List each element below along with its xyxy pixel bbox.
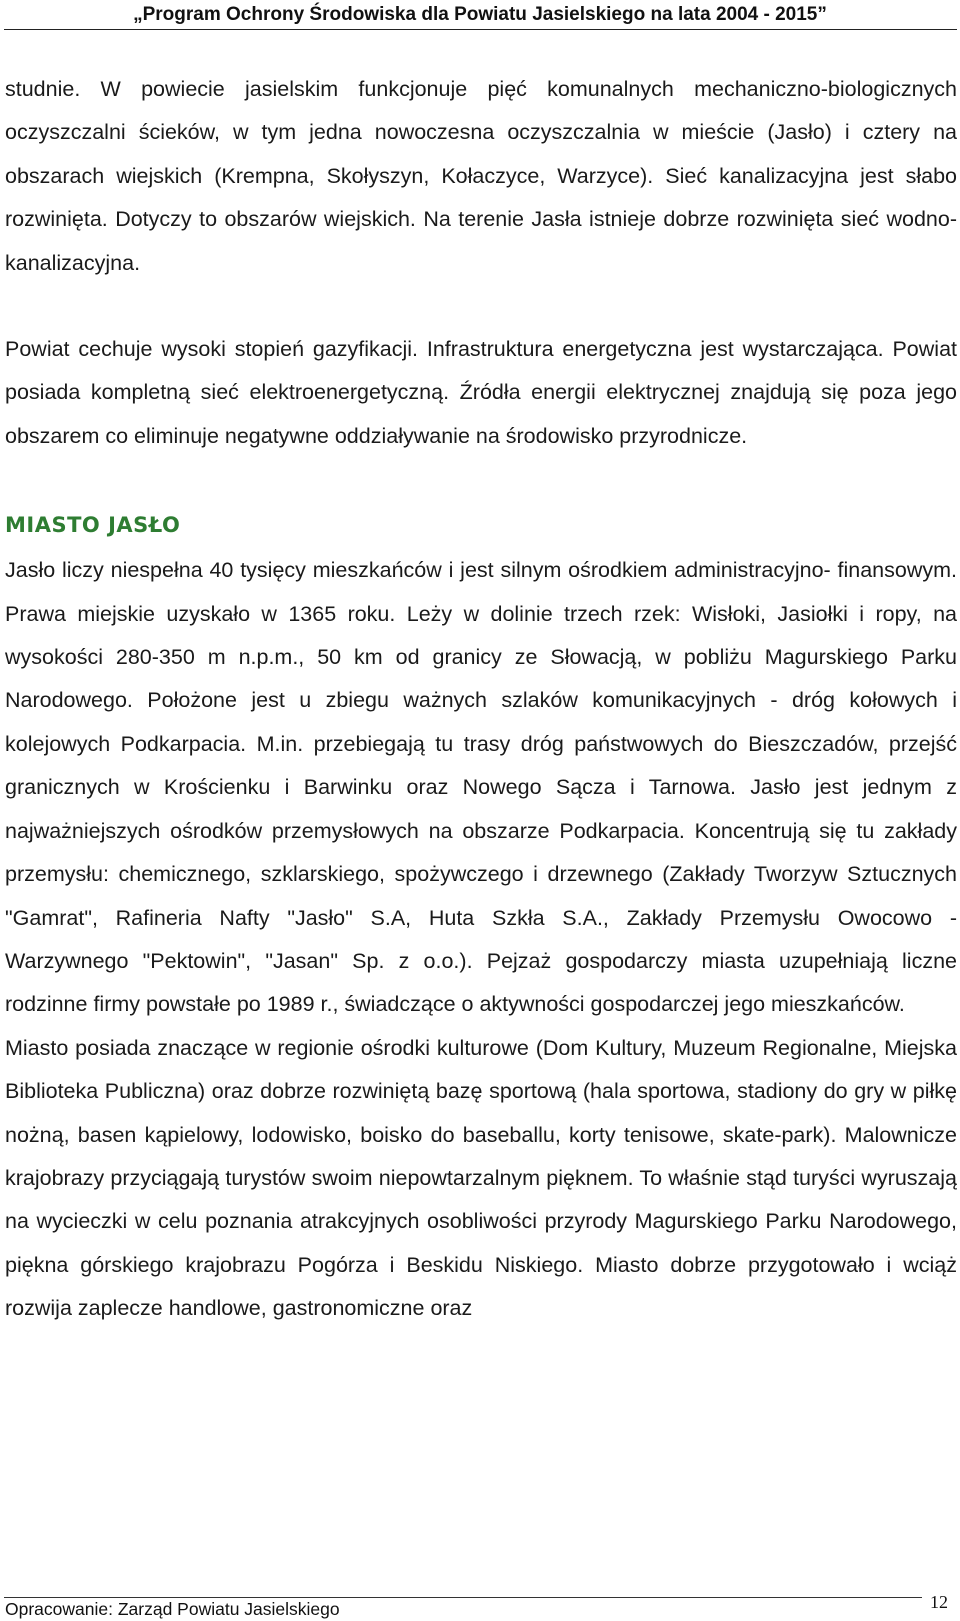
document-header-title: „Program Ochrony Środowiska dla Powiatu Jasielskiego na lata 2004 - 2015” xyxy=(133,4,827,25)
footer-author: Opracowanie: Zarząd Powiatu Jasielskiego xyxy=(5,1599,340,1619)
document-body xyxy=(5,68,957,1331)
paragraph-jaslo-overview: Jasło liczy niespełna 40 tysięcy mieszkańców i jest silnym ośrodkiem administracyjno- finansowym. Prawa miejskie uzyskało w 1365 roku. Leży w dolinie trzech rzek: Wisłoki, Jasiołki i ropy, na wysokości 280-350 m n.p.m., 50 km od granicy ze Słowacją, w pobliżu Magurskiego Parku Narodowego. Położone jest u zbiegu ważnych szlaków komunikacyjnych - dróg kołowych i kolejowych Podkarpacia. M.in. przebiegają tu trasy dróg państwowych do Bieszczadów, przejść granicznych w Krościenku i Barwinku oraz Nowego Sącza i Tarnowa. Jasło jest jednym z najważniejszych ośrodków przemysłowych na obszarze Podkarpacia. Koncentrują się tu zakłady przemysłu: chemicznego, szklarskiego, spożywczego i drzewnego (Zakłady Tworzyw Sztucznych "Gamrat", Rafineria Nafty "Jasło" S.A, Huta Szkła S.A., Zakłady Przemysłu Owocowo - Warzywnego "Pektowin", "Jasan" Sp. z o.o.). Pejzaż gospodarczy miasta uzupełniają liczne rodzinne firmy powstałe po 1989 r., świadczące o aktywności gospodarczej jego mieszkańców. xyxy=(5,558,957,1017)
paragraph-spacer xyxy=(5,285,957,328)
paragraph-sewage-infrastructure: studnie. W powiecie jasielskim funkcjonuje pięć komunalnych mechaniczno-biologicznych oczyszczalni ścieków, w tym jedna nowoczesna oczyszczalnia w mieście (Jasło) i cztery na obszarach wiejskich (Krempna, Skołyszyn, Kołaczyce, Warzyce). Sieć kanalizacyjna jest słabo rozwinięta. Dotyczy to obszarów wiejskich. Na terenie Jasła istnieje dobrze rozwinięta sieć wodno-kanalizacyjna. xyxy=(5,77,957,275)
paragraph-energy-infrastructure: Powiat cechuje wysoki stopień gazyfikacji. Infrastruktura energetyczna jest wystarczająca. Powiat posiada kompletną sieć elektroenergetyczną. Źródła energii elektrycznej znajdują się poza jego obszarem co eliminuje negatywne oddziaływanie na środowisko przyrodnicze. xyxy=(5,337,957,448)
paragraph-jaslo-culture-tourism: Miasto posiada znaczące w regionie ośrodki kulturowe (Dom Kultury, Muzeum Regionalne, Miejska Biblioteka Publiczna) oraz dobrze rozwiniętą bazę sportową (hala sportowa, stadiony do gry w piłkę nożną, basen kąpielowy, lodowisko, boisko do baseballu, korty tenisowe, skate-park). Malownicze krajobrazy przyciągają turystów swoim niepowtarzalnym pięknem. To właśnie stąd turyści wyruszają na wycieczki w celu poznania atrakcyjnych osobliwości przyrody Magurskiego Parku Narodowego, piękna górskiego krajobrazu Pogórza i Beskidu Niskiego. Miasto dobrze przygotowało i wciąż rozwija zaplecze handlowe, gastronomiczne oraz xyxy=(5,1035,957,1321)
page-number: 12 xyxy=(930,1592,948,1612)
section-heading-miasto-jaslo: MIASTO JASŁO xyxy=(5,513,181,538)
footer-divider xyxy=(4,1597,922,1598)
paragraph-spacer xyxy=(5,458,957,501)
header-divider xyxy=(4,29,957,30)
